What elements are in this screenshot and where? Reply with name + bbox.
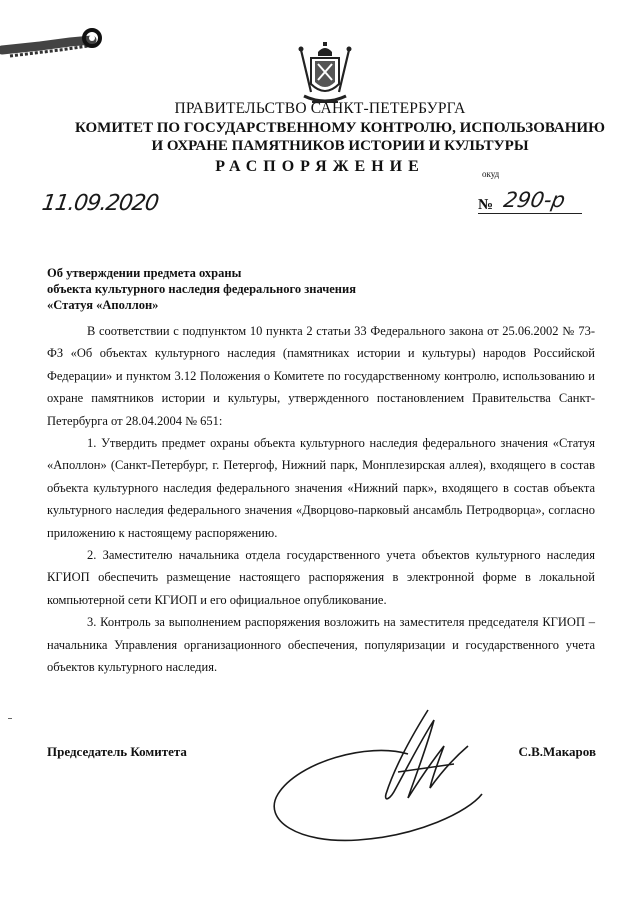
- item-3-paragraph: 3. Контроль за выполнением распоряжения возложить на заместителя председателя КГИОП – начальника Управления организационного обеспечения, популяризации и государственного учета объектов культурного наследия.: [47, 615, 595, 675]
- subject-line2: объекта культурного наследия федерального значения: [47, 282, 356, 296]
- document-type-title: РАСПОРЯЖЕНИЕ: [215, 158, 425, 175]
- committee-name: [60, 119, 620, 155]
- handwritten-date: 11.09.2020: [40, 191, 160, 216]
- committee-name-line1: КОМИТЕТ ПО ГОСУДАРСТВЕННОМУ КОНТРОЛЮ, ИСПОЛЬЗОВАНИЮ: [75, 120, 605, 136]
- subject-line1: Об утверждении предмета охраны: [47, 266, 242, 280]
- intro-paragraph: В соответствии с подпунктом 10 пункта 2 статьи 33 Федерального закона от 25.06.2002 № 73-ФЗ «Об объектах культурного наследия (памятниках истории и культуры) народов Российской Федерации» и пунктом 3.12 Положения о Комитете по государственному контролю, использованию и охране памятников истории и культуры, утвержденного постановлением Правительства Санкт-Петербурга от 28.04.2004 № 651:: [47, 324, 595, 428]
- committee-name-line2: И ОХРАНЕ ПАМЯТНИКОВ ИСТОРИИ И КУЛЬТУРЫ: [151, 138, 529, 154]
- government-name: ПРАВИТЕЛЬСТВО САНКТ-ПЕТЕРБУРГА: [174, 100, 466, 117]
- subject-line3: «Статуя «Аполлон»: [47, 298, 159, 312]
- handwritten-order-number: 290-р: [501, 188, 568, 212]
- number-label: №: [478, 197, 494, 213]
- subject-heading: [47, 265, 356, 313]
- item-2-paragraph: 2. Заместителю начальника отдела государственного учета объектов культурного наследия КГИОП обеспечить размещение настоящего распоряжения в электронной форме в локальной компьютерной сети КГИОП и его официальное опубликование.: [47, 548, 595, 607]
- margin-tick: [8, 718, 12, 719]
- signatory-name: С.В.Макаров: [518, 744, 596, 759]
- item-1-paragraph: 1. Утвердить предмет охраны объекта культурного наследия федерального значения «Статуя «Аполлон» (Санкт-Петербург, г. Петергоф, Нижний парк, Монплезирская аллея), входящего в состав объекта культурного наследия федерального значения «Нижний парк», входящего в состав объекта культурного наследия федерального значения «Дворцово-парковый ансамбль Петродворца», согласно приложению к настоящему распоряжению.: [47, 436, 595, 540]
- number-underline: [478, 213, 582, 214]
- stamp-scribble-mark: [0, 20, 110, 70]
- signatory-title: Председатель Комитета: [47, 744, 187, 759]
- okud-label: окуд: [482, 169, 500, 179]
- order-body: [47, 320, 595, 679]
- handwritten-signature: [258, 702, 498, 852]
